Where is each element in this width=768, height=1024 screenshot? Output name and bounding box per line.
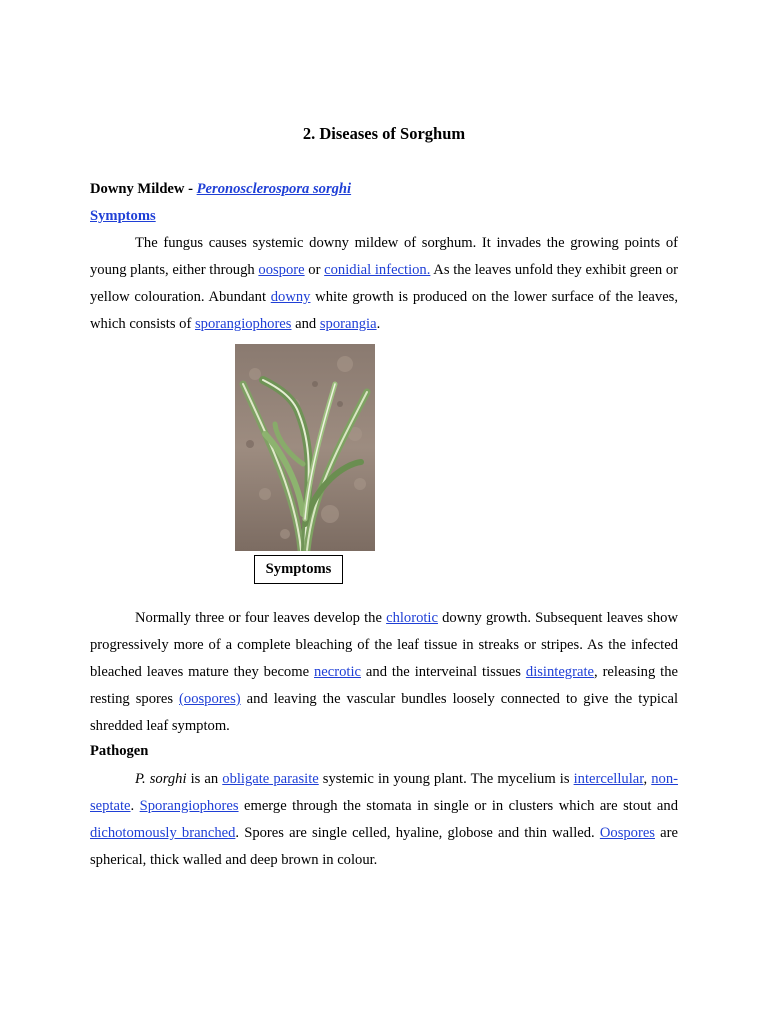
term-link[interactable]: downy — [270, 289, 311, 305]
sorghum-plant-image — [235, 344, 375, 551]
symptoms-photo — [235, 344, 375, 551]
term-link[interactable]: intercellular — [573, 771, 644, 787]
disease-name: Downy Mildew - — [90, 181, 197, 197]
term-link[interactable]: sporangiophores — [195, 316, 292, 332]
term-link[interactable]: disintegrate — [525, 664, 594, 680]
symptoms-heading — [90, 208, 156, 225]
symptoms-paragraph: The fungus causes systemic downy mildew of sorghum. It invades the growing points of young plants, either through oospore or conidial infection. As the leaves unfold they exhibit green or yellow colouration. Abundant downy white growth is produced on the lower surface of the leaves, which consists of sporangiophores and sporangia. — [90, 235, 679, 332]
pathogen-name-link[interactable]: Peronosclerospora sorghi — [196, 181, 352, 197]
term-link[interactable]: necrotic — [314, 664, 361, 680]
pathogen-heading: Pathogen — [90, 743, 149, 759]
figure-caption: Symptoms — [254, 555, 343, 584]
term-link[interactable]: Oospores — [599, 825, 655, 841]
term-link[interactable]: obligate parasite — [222, 771, 319, 787]
page-title: 2. Diseases of Sorghum — [302, 124, 466, 143]
term-link[interactable]: dichotomously branched — [90, 825, 236, 841]
term-link[interactable]: chlorotic — [386, 610, 438, 626]
term-link[interactable]: sporangia — [319, 316, 377, 332]
species-name: P. sorghi — [135, 771, 187, 787]
term-link[interactable]: Sporangiophores — [139, 798, 239, 814]
symptoms-detail-paragraph: Normally three or four leaves develop the chlorotic downy growth. Subsequent leaves show progressively more of a complete bleaching of the leaf tissue in streaks or stripes. As the infected bleached leaves mature they become necrotic and the interveinal tissues disintegrate, releasing the resting spores (oospores) and leaving the vascular bundles loosely connected to give the typical shredded leaf symptom. — [90, 610, 678, 734]
pathogen-paragraph: P. sorghi is an obligate parasite systemic in young plant. The mycelium is intercellular, non-septate. Sporangiophores emerge through the stomata in single or in clusters which are stout and dichotomously branched. Spores are single celled, hyaline, globose and thin walled. Oospores are spherical, thick walled and deep brown in colour. — [90, 771, 679, 868]
term-link[interactable]: (oospores) — [179, 691, 241, 707]
term-link[interactable]: conidial infection. — [324, 262, 431, 278]
term-link[interactable]: non-septate — [90, 771, 679, 814]
disease-heading — [90, 181, 351, 198]
term-link[interactable]: oospore — [258, 262, 305, 278]
symptoms-link[interactable]: Symptoms — [90, 208, 156, 224]
